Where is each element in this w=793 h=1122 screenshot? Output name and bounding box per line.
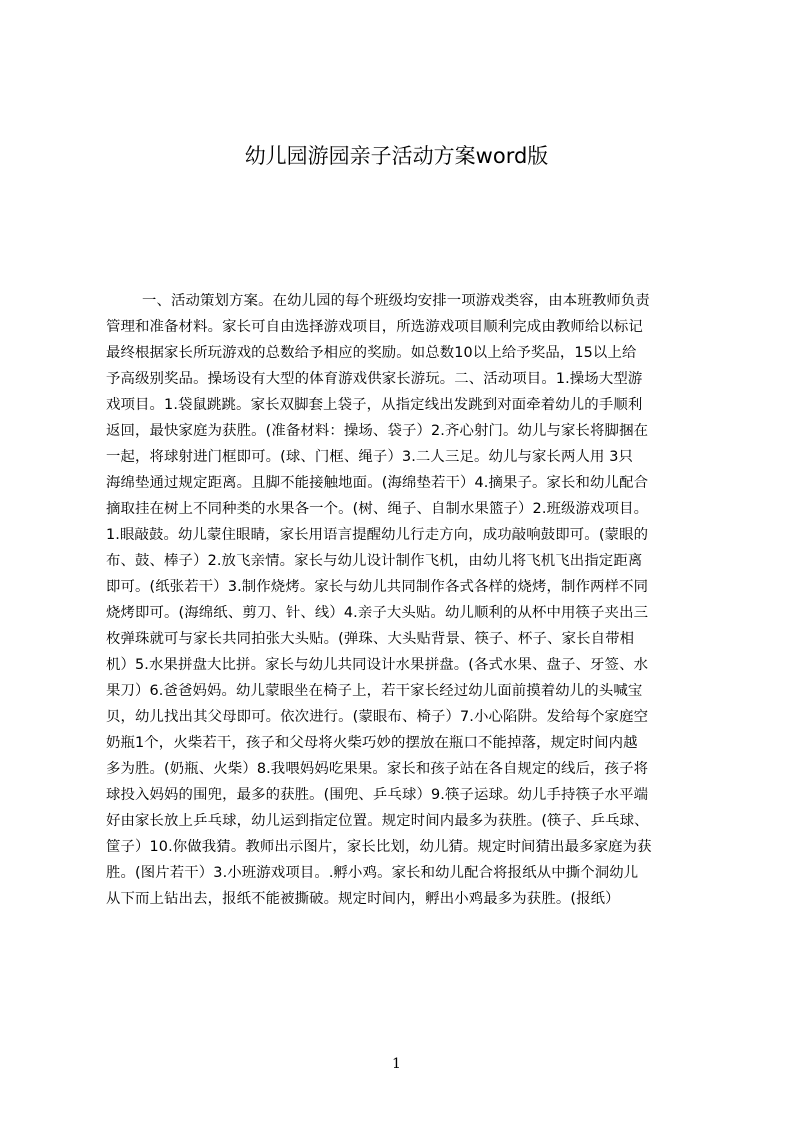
body-line: 机）5.水果拼盘大比拼。家长与幼儿共同设计水果拼盘。(各式水果、盘子、牙签、水 bbox=[106, 657, 649, 673]
body-line: 管理和准备材料。家长可自由选择游戏项目，所选游戏项目顺利完成由教师给以标记 bbox=[106, 319, 643, 335]
body-line: 一、活动策划方案。在幼儿园的每个班级均安排一项游戏类容，由本班教师负责 bbox=[142, 293, 650, 309]
body-line: 1.眼敲鼓。幼儿蒙住眼睛，家长用语言提醒幼儿行走方向，成功敲响鼓即可。(蒙眼的 bbox=[106, 527, 649, 543]
body-line: 返回，最快家庭为获胜。(准备材料：操场、袋子）2.齐心射门。幼儿与家长将脚捆在 bbox=[106, 423, 649, 439]
body-line: 好由家长放上乒乓球，幼儿运到指定位置。规定时间内最多为获胜。(筷子、乒乓球、 bbox=[106, 813, 649, 829]
body-line: 胜。(图片若干）3.小班游戏项目。.孵小鸡。家长和幼儿配合将报纸从中撕个洞幼儿 bbox=[106, 865, 639, 881]
document-body bbox=[106, 288, 698, 912]
body-line: 枚弹珠就可与家长共同拍张大头贴。(弹珠、大头贴背景、筷子、杯子、家长自带相 bbox=[106, 631, 635, 647]
body-line: 球投入妈妈的围兜，最多的获胜。(围兜、乒乓球）9.筷子运球。幼儿手持筷子水平端 bbox=[106, 787, 649, 803]
body-line: 果刀）6.爸爸妈妈。幼儿蒙眼坐在椅子上，若干家长经过幼儿面前摸着幼儿的头喊宝 bbox=[106, 683, 643, 699]
body-line: 贝，幼儿找出其父母即可。依次进行。(蒙眼布、椅子）7.小心陷阱。发给每个家庭空 bbox=[106, 709, 649, 725]
body-line: 烧烤即可。(海绵纸、剪刀、针、线）4.亲子大头贴。幼儿顺利的从杯中用筷子夹出三 bbox=[106, 605, 649, 621]
body-line: 从下而上钻出去，报纸不能被撕破。规定时间内，孵出小鸡最多为获胜。(报纸） bbox=[106, 891, 620, 907]
body-line: 摘取挂在树上不同种类的水果各一个。(树、绳子、自制水果篮子）2.班级游戏项目。 bbox=[106, 501, 649, 517]
body-line: 筐子）10.你做我猜。教师出示图片，家长比划，幼儿猜。规定时间猜出最多家庭为获 bbox=[106, 839, 652, 855]
body-line: 最终根据家长所玩游戏的总数给予相应的奖励。如总数10以上给予奖品，15以上给 bbox=[106, 345, 637, 361]
body-line: 布、鼓、棒子）2.放飞亲情。家长与幼儿设计制作飞机，由幼儿将飞机飞出指定距离 bbox=[106, 553, 643, 569]
body-line: 予高级别奖品。操场设有大型的体育游戏供家长游玩。二、活动项目。1.操场大型游 bbox=[106, 371, 643, 387]
body-line: 多为胜。(奶瓶、火柴）8.我喂妈妈吃果果。家长和孩子站在各自规定的线后，孩子将 bbox=[106, 761, 649, 777]
body-line: 戏项目。1.袋鼠跳跳。家长双脚套上袋子，从指定线出发跳到对面牵着幼儿的手顺利 bbox=[106, 397, 643, 413]
page-number: 1 bbox=[392, 1056, 401, 1072]
body-line: 即可。(纸张若干）3.制作烧烤。家长与幼儿共同制作各式各样的烧烤，制作两样不同 bbox=[106, 579, 649, 595]
body-line: 奶瓶1个，火柴若干，孩子和父母将火柴巧妙的摆放在瓶口不能掉落，规定时间内越 bbox=[106, 735, 638, 751]
body-line: 海绵垫通过规定距离。且脚不能接触地面。(海绵垫若干）4.摘果子。家长和幼儿配合 bbox=[106, 475, 649, 491]
document-title: 幼儿园游园亲子活动方案word版 bbox=[244, 144, 549, 168]
body-line: 一起，将球射进门框即可。(球、门框、绳子）3.二人三足。幼儿与家长两人用 3只 bbox=[106, 449, 634, 465]
